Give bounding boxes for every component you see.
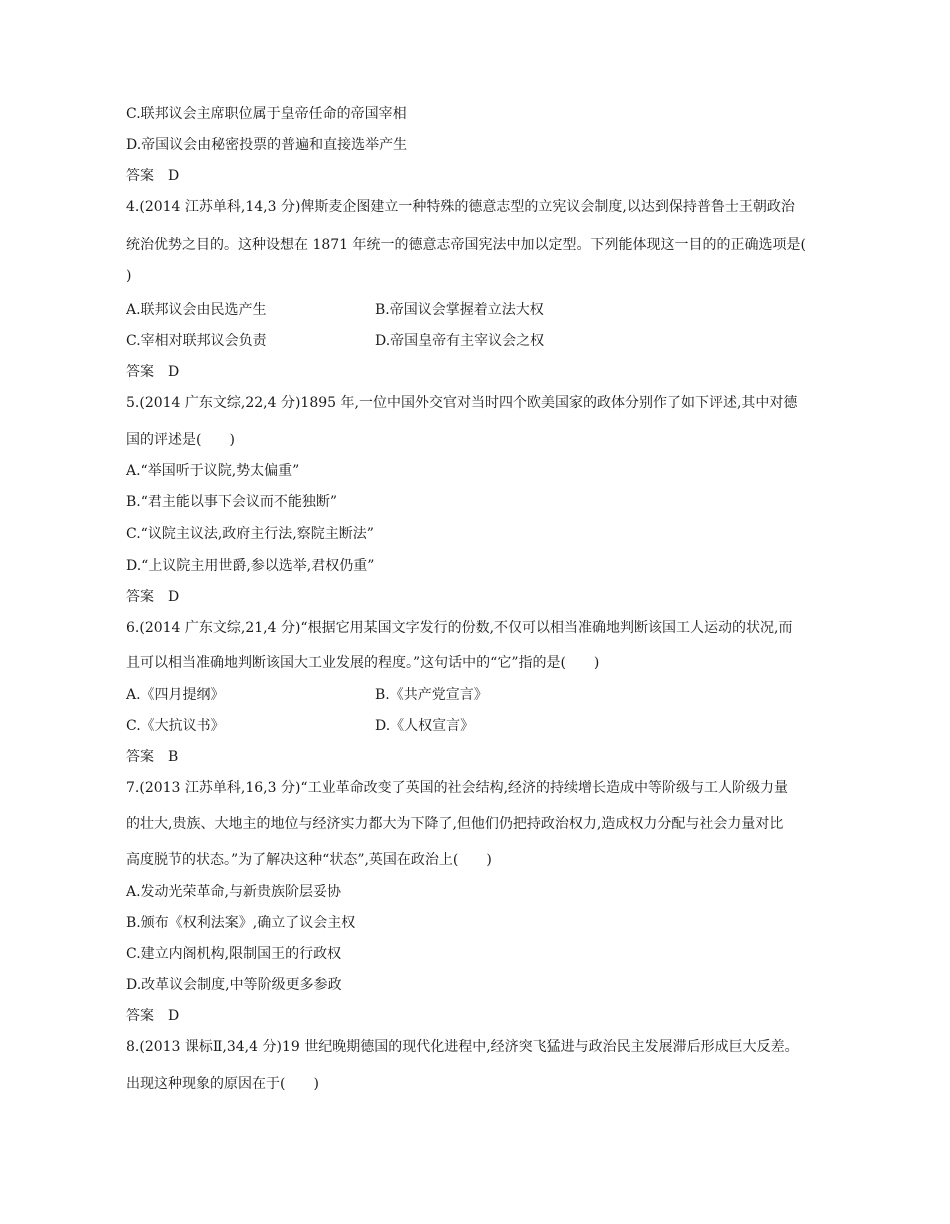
q7-answer xyxy=(126,1006,179,1026)
q5-stem-line-2: 国的评述是( ) xyxy=(126,432,235,448)
q4-stem-line-2: 统治优势之目的。这种设想在 1871 年统一的德意志帝国宪法中加以定型。下列能体现这一目的的正确选项是( xyxy=(126,237,806,253)
answer-label: 答案 xyxy=(126,1008,154,1024)
q4-stem-line-1: 4.(2014 江苏单科,14,3 分)俾斯麦企图建立一种特殊的德意志型的立宪议会制度,以达到保持普鲁士王朝政治 xyxy=(126,199,795,215)
q4-option-b: B.帝国议会掌握着立法大权 xyxy=(375,302,544,318)
q4-option-d: D.帝国皇帝有主宰议会之权 xyxy=(375,333,545,349)
q4-option-c: C.宰相对联邦议会负责 xyxy=(126,333,267,349)
answer-value: D xyxy=(168,589,180,605)
answer-value: B xyxy=(168,749,179,765)
q5-stem-line-1: 5.(2014 广东文综,22,4 分)1895 年,一位中国外交官对当时四个欧美国家的政体分别作了如下评述,其中对德 xyxy=(126,395,798,411)
q7-stem-line-1: 7.(2013 江苏单科,16,3 分)“工业革命改变了英国的社会结构,经济的持续增长造成中等阶级与工人阶级力量 xyxy=(126,780,789,796)
q5-option-b: B.“君主能以事下会议而不能独断” xyxy=(126,494,338,510)
answer-label: 答案 xyxy=(126,364,154,380)
answer-label: 答案 xyxy=(126,168,154,184)
answer-label: 答案 xyxy=(126,589,154,605)
q7-option-d: D.改革议会制度,中等阶级更多参政 xyxy=(126,977,342,993)
q6-option-c: C.《大抗议书》 xyxy=(126,718,225,734)
q6-option-b: B.《共产党宣言》 xyxy=(375,687,488,703)
q5-answer xyxy=(126,587,179,607)
q4-option-a: A.联邦议会由民选产生 xyxy=(126,302,267,318)
q7-option-c: C.建立内阁机构,限制国王的行政权 xyxy=(126,946,342,962)
q8-stem-line-1: 8.(2013 课标Ⅱ,34,4 分)19 世纪晚期德国的现代化进程中,经济突飞猛进与政治民主发展滞后形成巨大反差。 xyxy=(126,1039,799,1055)
q6-option-d: D.《人权宣言》 xyxy=(375,718,475,734)
q7-stem-line-3: 高度脱节的状态。”为了解决这种“状态”,英国在政治上( ) xyxy=(126,852,492,868)
answer-value: D xyxy=(168,1008,180,1024)
q4-answer xyxy=(126,362,179,382)
q6-answer xyxy=(126,747,178,767)
q3-option-c: C.联邦议会主席职位属于皇帝任命的帝国宰相 xyxy=(126,106,407,122)
q8-stem-line-2: 出现这种现象的原因在于( ) xyxy=(126,1076,319,1092)
answer-value: D xyxy=(168,168,180,184)
q3-answer xyxy=(126,166,179,186)
q6-stem-line-1: 6.(2014 广东文综,21,4 分)“根据它用某国文字发行的份数,不仅可以相当准确地判断该国工人运动的状况,而 xyxy=(126,620,793,636)
q6-stem-line-2: 且可以相当准确地判断该国大工业发展的程度。”这句话中的“它”指的是( ) xyxy=(126,655,600,671)
q6-option-a: A.《四月提纲》 xyxy=(126,687,225,703)
q7-stem-line-2: 的壮大,贵族、大地主的地位与经济实力都大为下降了,但他们仍把持政治权力,造成权力分配与社会力量对比 xyxy=(126,816,784,832)
q5-option-a: A.“举国听于议院,势太偏重” xyxy=(126,463,300,479)
q3-option-d: D.帝国议会由秘密投票的普遍和直接选举产生 xyxy=(126,137,408,153)
q5-option-c: C.“议院主议法,政府主行法,察院主断法” xyxy=(126,526,374,542)
answer-value: D xyxy=(168,364,180,380)
q7-option-a: A.发动光荣革命,与新贵族阶层妥协 xyxy=(126,884,342,900)
q5-option-d: D.“上议院主用世爵,参以选举,君权仍重” xyxy=(126,558,375,574)
answer-label: 答案 xyxy=(126,749,154,765)
q7-option-b: B.颁布《权利法案》,确立了议会主权 xyxy=(126,915,356,931)
q4-stem-line-3: ) xyxy=(126,268,132,284)
